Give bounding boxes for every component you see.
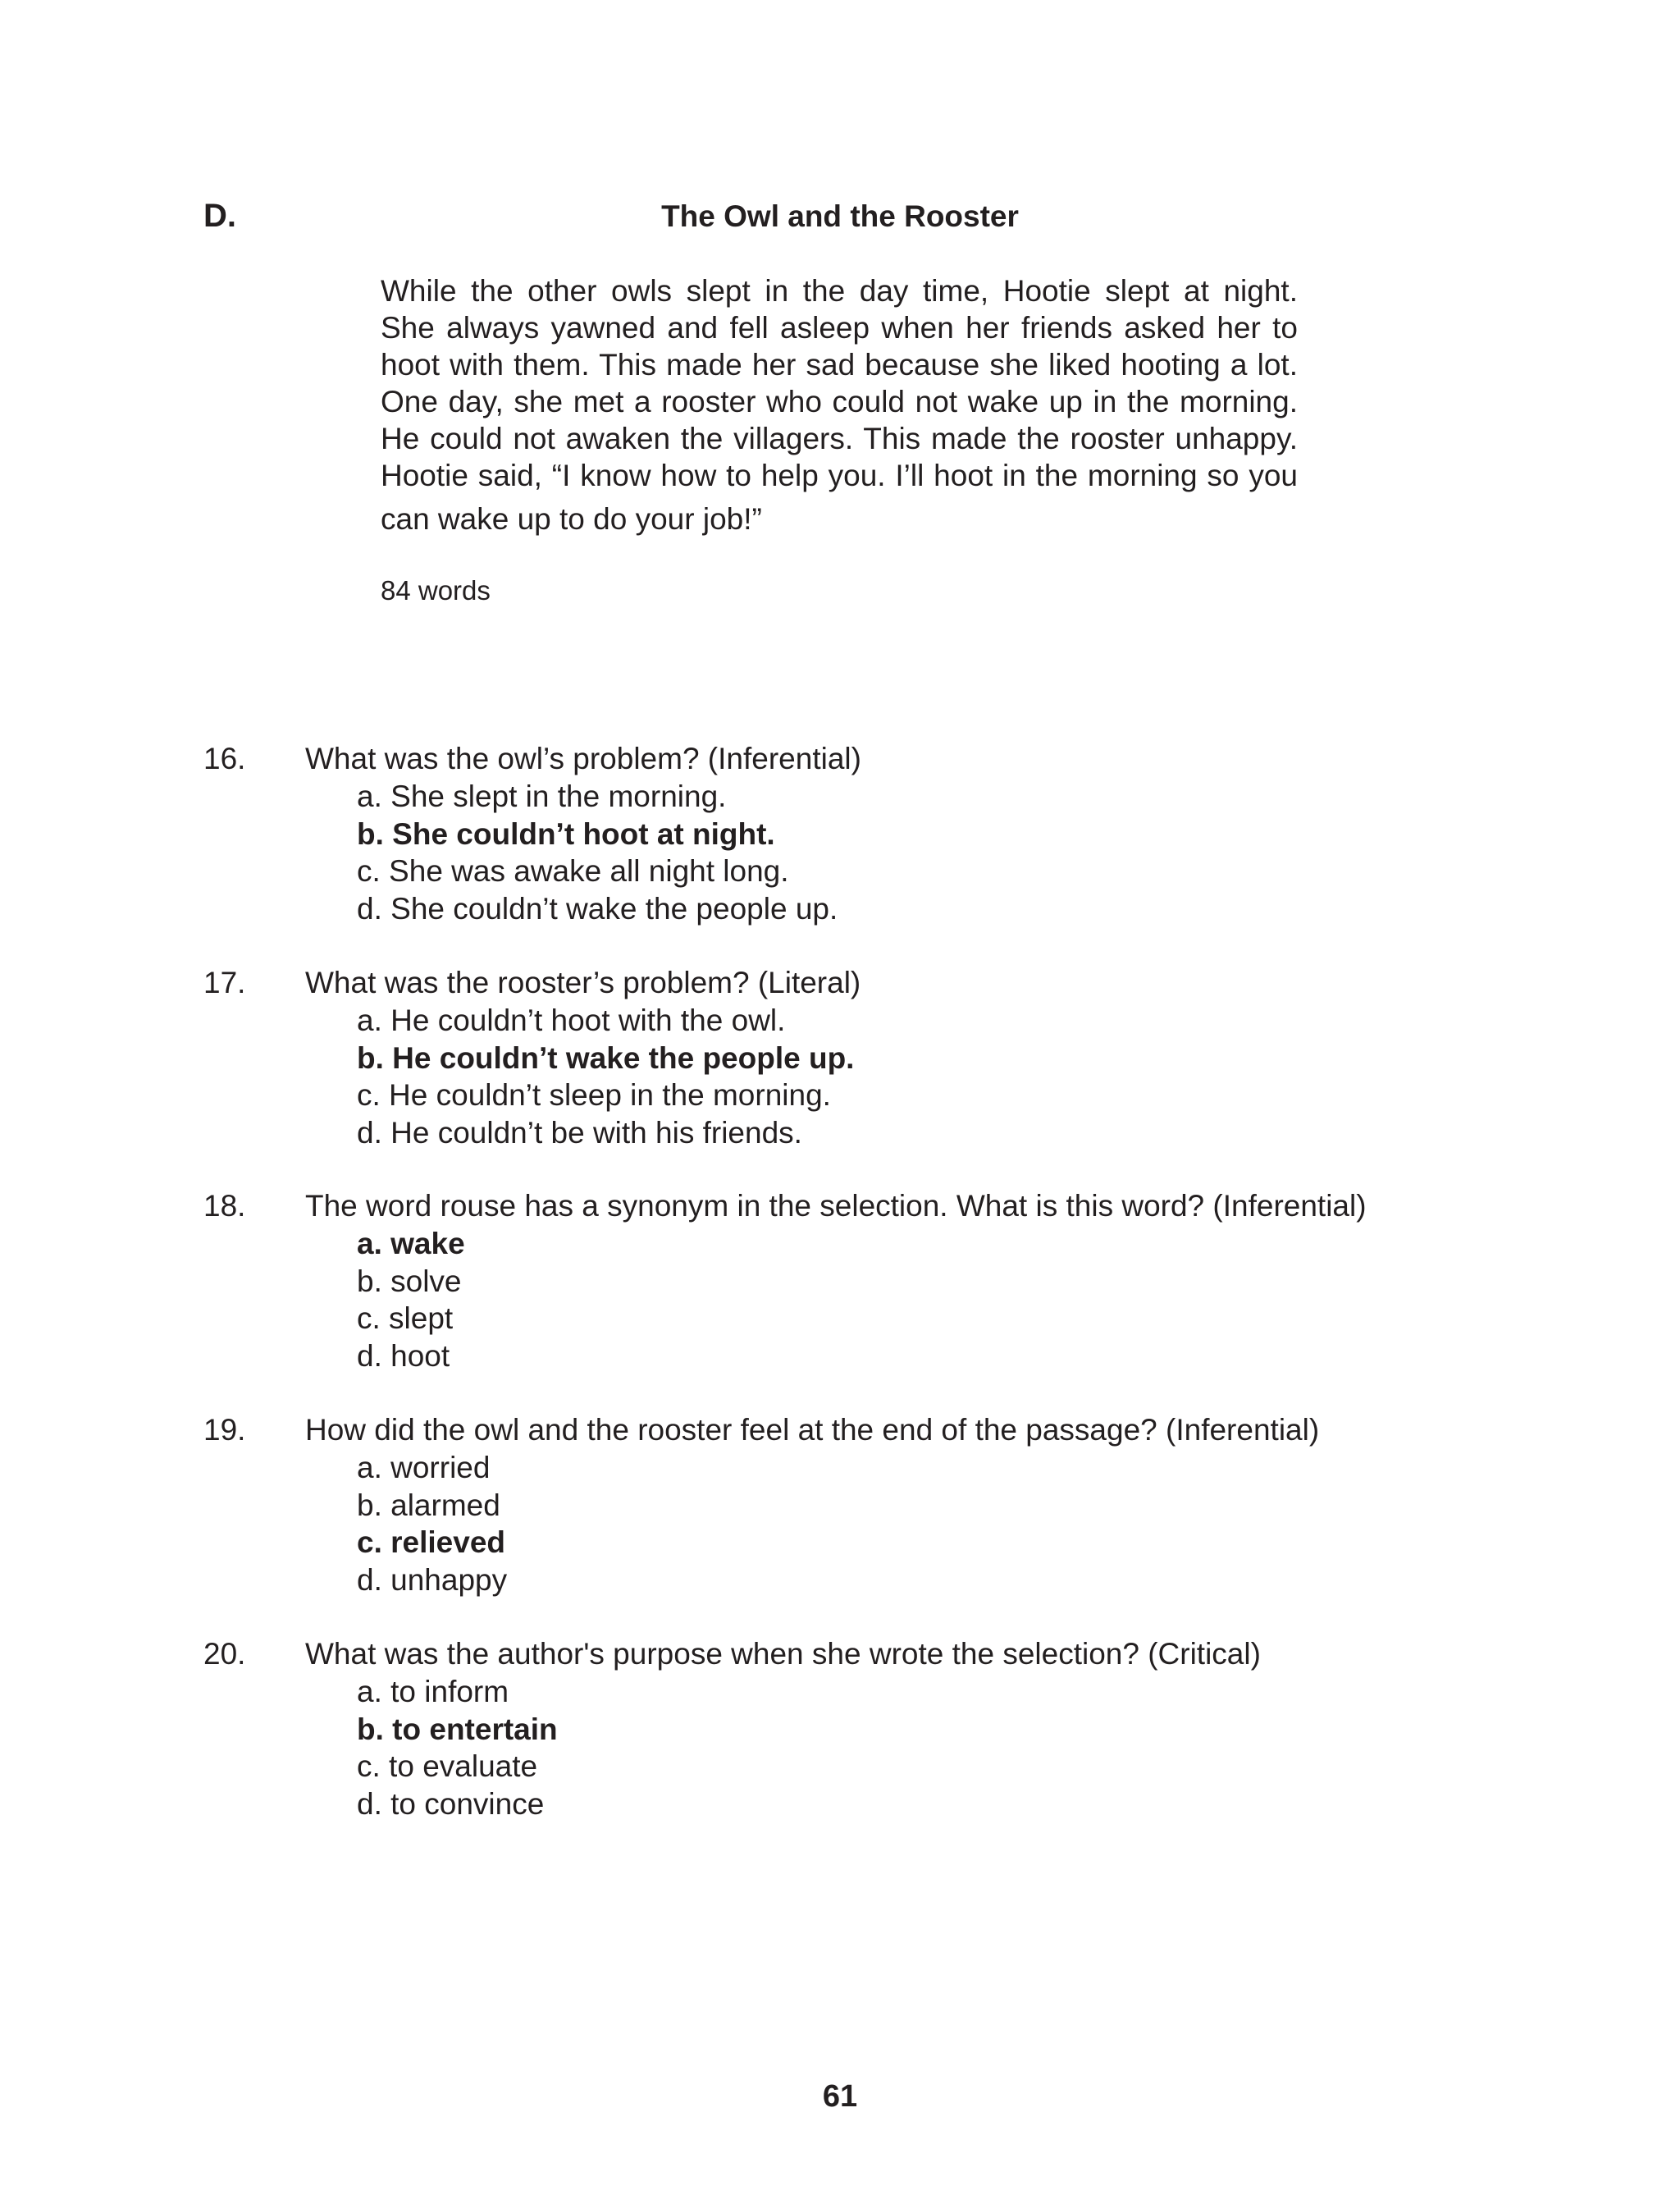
passage-line: hoot with them. This made her sad because she liked hooting a lot. [381,348,1298,382]
question-number: 17. [203,966,246,999]
question-text: What was the author's purpose when she wrote the selection? (Critical) [305,1637,1261,1671]
passage-line: She always yawned and fell asleep when her friends asked her to [381,311,1298,345]
passage-text [381,272,1298,537]
choice-list [357,1449,507,1598]
choice-option-answer: b. She couldn’t hoot at night. [357,816,775,851]
choice-option: a. He couldn’t hoot with the owl. [357,1004,786,1037]
question-number: 18. [203,1189,246,1223]
choice-option-answer: b. to entertain [357,1712,558,1746]
choice-option: c. She was awake all night long. [357,854,789,888]
question-number: 20. [203,1637,246,1671]
question-text: What was the rooster’s problem? (Literal) [305,966,861,999]
passage-line: can wake up to do your job!” [381,502,762,536]
choice-option: a. worried [357,1451,491,1484]
passage-title: The Owl and the Rooster [661,199,1019,233]
choice-option: d. unhappy [357,1562,508,1597]
choice-list [357,778,838,927]
question-text: How did the owl and the rooster feel at the end of the passage? (Inferential) [305,1413,1320,1447]
choice-option: d. to convince [357,1786,545,1821]
passage-line: While the other owls slept in the day time, Hootie slept at night. [381,274,1298,308]
question-number: 19. [203,1413,246,1447]
section-letter: D. [203,198,236,234]
choice-option: d. hoot [357,1338,450,1373]
question-text: What was the owl’s problem? (Inferential) [305,742,861,775]
choice-option-answer: a. wake [357,1227,465,1260]
question-number: 16. [203,742,246,775]
choice-list [357,1673,558,1822]
passage-line: He could not awaken the villagers. This made the rooster unhappy. [381,422,1298,455]
choice-option: d. She couldn’t wake the people up. [357,891,838,926]
choice-option-answer: b. He couldn’t wake the people up. [357,1040,855,1075]
passage-line: One day, she met a rooster who could not wake up in the morning. [381,385,1298,418]
choice-option: b. alarmed [357,1488,500,1522]
choice-option: c. He couldn’t sleep in the morning. [357,1078,831,1112]
choice-option: a. She slept in the morning. [357,780,727,813]
choice-list [357,1225,465,1374]
word-count: 84 words [381,575,491,606]
choice-option: c. slept [357,1301,454,1335]
choice-option: d. He couldn’t be with his friends. [357,1115,802,1150]
choice-list [357,1002,854,1151]
question-text: The word rouse has a synonym in the selection. What is this word? (Inferential) [305,1189,1367,1223]
page-number: 61 [822,2079,858,2114]
passage-line: Hootie said, “I know how to help you. I’ll hoot in the morning so you [381,459,1298,492]
choice-option-answer: c. relieved [357,1525,506,1559]
choice-option: b. solve [357,1264,462,1298]
choice-option: a. to inform [357,1675,509,1708]
choice-option: c. to evaluate [357,1749,538,1783]
